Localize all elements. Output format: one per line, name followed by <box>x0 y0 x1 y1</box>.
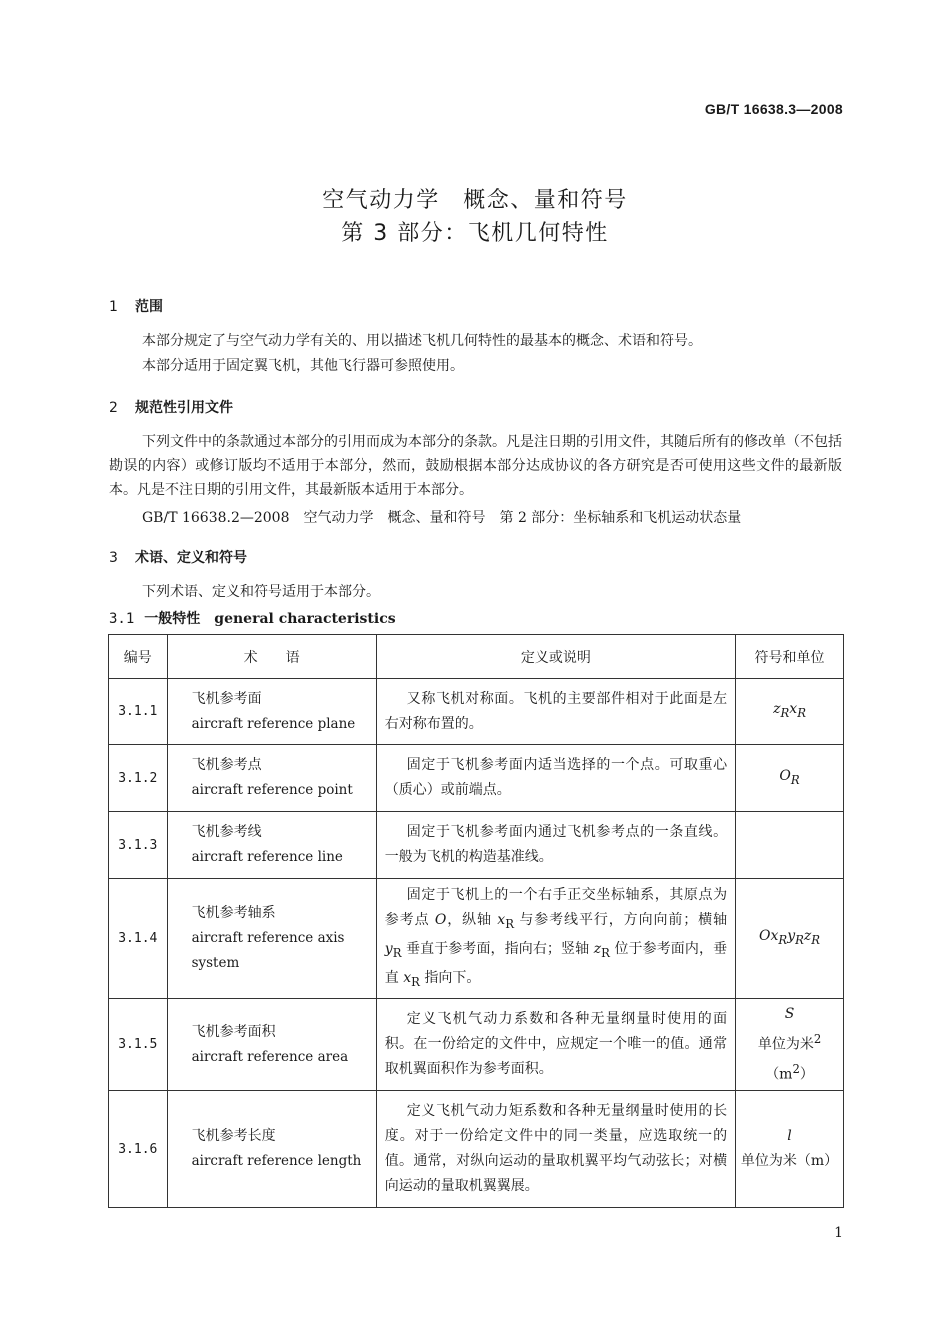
def-text: 与参考线平行，方向向前；横轴 <box>513 912 728 928</box>
unit-text: 单位为米（m） <box>740 1153 839 1170</box>
term-en: aircraft reference line <box>191 849 343 865</box>
symbol: l <box>787 1128 792 1145</box>
symbol-cell <box>736 1091 844 1208</box>
row-number: 3.1.5 <box>109 999 168 1091</box>
symbol-subscript: R <box>811 933 821 948</box>
section-title: 术语、定义和符号 <box>135 550 247 566</box>
def-text: 固定于飞机上的一个右手正交坐标轴系，其原点为参考点 <box>384 887 728 928</box>
symbol-subscript: R <box>795 933 804 948</box>
symbol-cell <box>736 745 844 812</box>
def-text: 垂直于参考面，指向右；竖轴 <box>401 940 594 957</box>
table-row <box>109 812 844 879</box>
table-row <box>109 999 844 1091</box>
header-num: 编号 <box>109 635 168 679</box>
unit-part: （m <box>765 1067 793 1084</box>
normative-reference: GB/T 16638.2—2008 空气动力学 概念、量和符号 第 2 部分：坐标轴系和飞机运动状态量 <box>142 510 742 526</box>
symbol: O <box>779 767 791 784</box>
row-number: 3.1.2 <box>109 745 168 812</box>
unit-superscript: 2 <box>792 1062 800 1077</box>
definition-cell: 固定于飞机参考面内适当选择的一个点。可取重心（质心）或前端点。 <box>376 745 735 812</box>
subsection-number: 3.1 <box>109 611 135 627</box>
header-def: 定义或说明 <box>376 635 735 679</box>
symbol: z <box>773 701 781 718</box>
def-symbol: O <box>434 912 447 928</box>
term-cell <box>167 879 376 999</box>
unit-text <box>737 1027 842 1088</box>
term-cell <box>167 1091 376 1208</box>
section-title: 规范性引用文件 <box>135 400 233 416</box>
terms-table <box>108 634 844 1208</box>
term-zh: 飞机参考线 <box>191 824 262 840</box>
table-row <box>109 879 844 999</box>
section-2-heading <box>109 397 233 417</box>
section-number: 1 <box>109 299 118 315</box>
term-zh: 飞机参考点 <box>191 757 262 773</box>
unit-part: ） <box>799 1067 814 1084</box>
term-en: aircraft reference axis system <box>191 930 345 972</box>
def-symbol: x <box>403 969 412 986</box>
table-row <box>109 679 844 745</box>
subsection-title-en: general characteristics <box>214 611 396 627</box>
standard-code: GB/T 16638.3—2008 <box>704 101 843 117</box>
symbol-subscript: R <box>797 705 806 720</box>
term-en: aircraft reference area <box>191 1048 349 1065</box>
page-number: 1 <box>834 1225 843 1241</box>
term-cell <box>167 679 376 745</box>
term-cell <box>167 999 376 1091</box>
definition-cell: 定义飞机气动力矩系数和各种无量纲量时使用的长度。对于一份给定文件中的同一类量，应选取统一的值。通常，对纵向运动的量取机翼平均气动弦长；对横向运动的量取机翼翼展。 <box>376 1091 735 1208</box>
term-cell <box>167 812 376 879</box>
def-subscript: R <box>392 945 402 960</box>
row-number: 3.1.4 <box>109 879 168 999</box>
definition-cell: 又称飞机对称面。飞机的主要部件相对于此面是左右对称布置的。 <box>376 679 735 745</box>
unit-superscript: 2 <box>813 1031 822 1046</box>
table-header-row <box>109 635 844 679</box>
section-3-heading <box>109 547 247 567</box>
header-sym: 符号和单位 <box>736 635 844 679</box>
header-term: 术 语 <box>167 635 376 679</box>
section-1-paragraph-2: 本部分适用于固定翼飞机，其他飞行器可参照使用。 <box>142 358 464 374</box>
section-2-paragraph: 下列文件中的条款通过本部分的引用而成为本部分的条款。凡是注日期的引用文件，其随后所有的修改单（不包括勘误的内容）或修订版均不适用于本部分，然而，鼓励根据本部分达成协议的各方研究是否可使用这些文件的最新版本。凡是不注日期的引用文件，其最新版本适用于本部分。 <box>109 434 842 498</box>
term-en: aircraft reference plane <box>191 715 356 732</box>
unit-part: 单位为米 <box>757 1036 814 1053</box>
subsection-title-zh: 一般特性 <box>144 611 201 627</box>
term-en: aircraft reference length <box>191 1153 362 1170</box>
def-subscript: R <box>601 945 610 960</box>
symbol: y <box>787 928 796 945</box>
def-text: 位于参考面内，垂直 <box>384 940 728 986</box>
definition-cell <box>376 879 735 999</box>
symbol: O <box>759 928 771 945</box>
section-3-paragraph: 下列术语、定义和符号适用于本部分。 <box>142 584 380 600</box>
definition-cell: 定义飞机气动力系数和各种无量纲量时使用的面积。在一份给定的文件中，应规定一个唯一的值。通常取机翼面积作为参考面积。 <box>376 999 735 1091</box>
symbol: S <box>784 1005 795 1022</box>
section-title: 范围 <box>135 299 163 315</box>
symbol-cell <box>736 812 844 879</box>
term-zh: 飞机参考面积 <box>191 1023 276 1040</box>
def-symbol: z <box>593 940 602 957</box>
table-row <box>109 745 844 812</box>
subsection-3-1-heading <box>109 608 396 628</box>
symbol-subscript: R <box>778 933 788 948</box>
section-number: 2 <box>109 400 118 416</box>
def-symbol: x <box>497 912 506 928</box>
section-1-paragraph-1: 本部分规定了与空气动力学有关的、用以描述飞机几何特性的最基本的概念、术语和符号。 <box>142 333 702 349</box>
symbol-subscript: R <box>790 772 800 787</box>
def-symbol: y <box>384 940 393 957</box>
row-number: 3.1.3 <box>109 812 168 879</box>
symbol: x <box>770 928 779 945</box>
symbol-subscript: R <box>780 705 790 720</box>
row-number: 3.1.1 <box>109 679 168 745</box>
symbol: x <box>789 701 798 718</box>
symbol-cell <box>736 679 844 745</box>
row-number: 3.1.6 <box>109 1091 168 1208</box>
def-text: 指向下。 <box>419 969 481 986</box>
table-row <box>109 1091 844 1208</box>
term-zh: 飞机参考面 <box>191 690 262 707</box>
term-cell <box>167 745 376 812</box>
symbol-cell <box>736 879 844 999</box>
def-subscript: R <box>411 974 420 989</box>
term-zh: 飞机参考轴系 <box>191 905 276 922</box>
symbol: z <box>803 928 812 945</box>
section-number: 3 <box>109 550 118 566</box>
term-en: aircraft reference point <box>191 782 353 798</box>
symbol-cell <box>736 999 844 1091</box>
document-title-line1: 空气动力学 概念、量和符号 <box>322 188 628 213</box>
definition-cell: 固定于飞机参考面内通过飞机参考点的一条直线。一般为飞机的构造基准线。 <box>376 812 735 879</box>
term-zh: 飞机参考长度 <box>191 1128 276 1145</box>
document-title-line2: 第 3 部分：飞机几何特性 <box>341 221 609 246</box>
def-text: ，纵轴 <box>446 912 498 928</box>
section-1-heading <box>109 296 163 316</box>
def-subscript: R <box>505 916 514 931</box>
